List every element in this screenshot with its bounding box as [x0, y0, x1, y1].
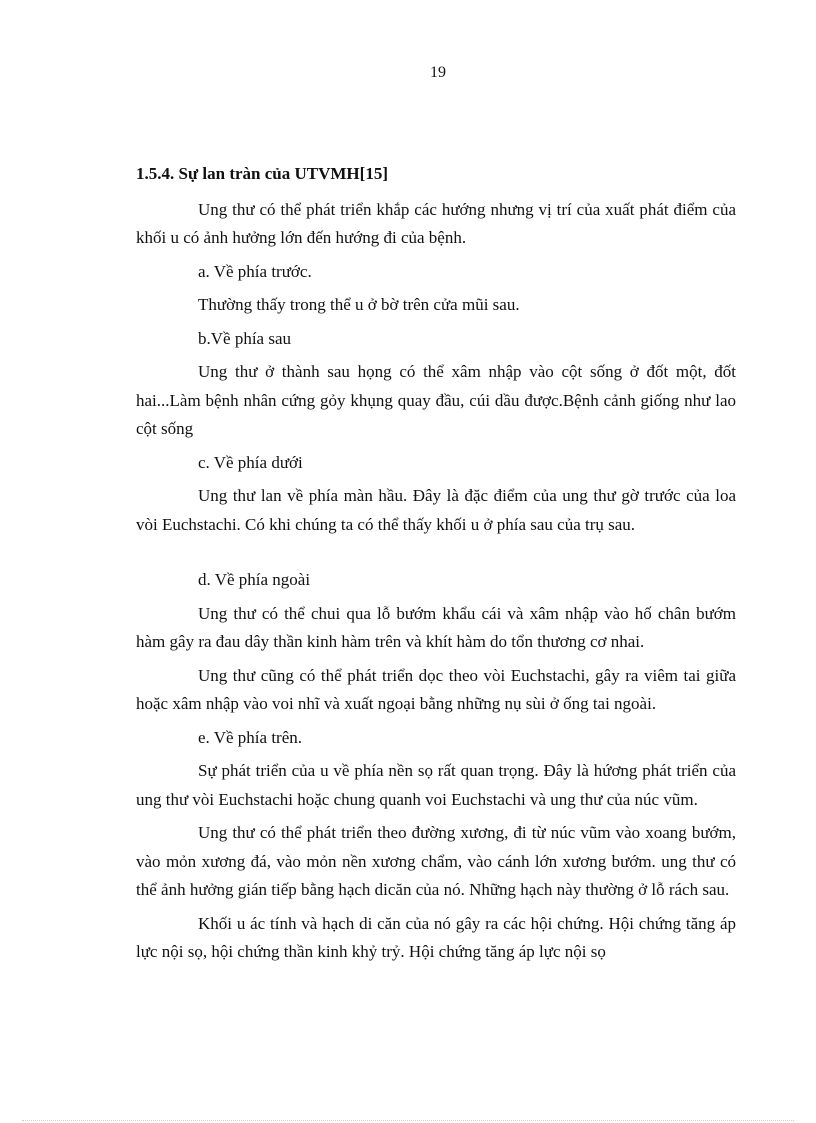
page-bottom-border: [22, 1120, 794, 1121]
intro-paragraph: Ung thư có thể phát triển khắp các hướng nhưng vị trí của xuất phát điểm của khối u có ảnh hưởng lớn đến hướng đi của bệnh.: [136, 199, 736, 247]
document-body: [136, 160, 736, 972]
subheading-outside: d. Về phía ngoài: [198, 570, 311, 589]
paragraph-back: Ung thư ở thành sau họng có thể xâm nhập vào cột sống ở đốt một, đốt hai...Làm bệnh nhân cứng gỏy khụng quay đầu, cúi dầu được.Bệnh cảnh giống như lao cột sống: [136, 362, 736, 438]
paragraph-front: Thường thấy trong thể u ở bờ trên cửa mũi sau.: [198, 295, 520, 314]
paragraph-above-1: Sự phát triển của u về phía nền sọ rất quan trọng. Đây là hứơng phát triển của ung thư vòi Euchstachi hoặc chung quanh voi Euchstachi và ung thư của núc vũm.: [136, 761, 736, 809]
paragraph-above-2: Ung thư có thể phát triển theo đường xương, đi từ núc vũm vào xoang bướm, vào mỏn xương đá, vào mỏn nền xương chẩm, vào cánh lớn xương bướm. ung thư có thể ảnh hưởng gián tiếp bằng hạch dicăn của nó. Những hạch này thường ở lỗ rách sau.: [136, 823, 736, 899]
page-number: 19: [430, 64, 446, 81]
subheading-back: b.Về phía sau: [198, 328, 292, 348]
paragraph-outside-2: Ung thư cũng có thể phát triển dọc theo vòi Euchstachi, gây ra viêm tai giữa hoặc xâm nhập vào voi nhĩ và xuất ngoại bằng những nụ sùi ở ống tai ngoài.: [136, 665, 736, 713]
paragraph-above-3: Khối u ác tính và hạch di căn của nó gây ra các hội chứng. Hội chứng tăng áp lực nội sọ, hội chứng thần kinh khỷ trỷ. Hội chứng tăng áp lực nội sọ: [136, 913, 736, 961]
subheading-above: e. Về phía trên.: [198, 727, 303, 747]
paragraph-outside-1: Ung thư có thể chui qua lỗ bướm khẩu cái và xâm nhập vào hố chân bướm hàm gây ra đau dây thần kinh hàm trên và khít hàm do tổn thương cơ nhai.: [136, 603, 736, 651]
paragraph-below: Ung thư lan về phía màn hầu. Đây là đặc điểm của ung thư gờ trước của loa vòi Euchstachi. Có khi chúng ta có thể thấy khối u ở phía sau của trụ sau.: [136, 486, 736, 534]
blank-line: [136, 544, 736, 566]
subheading-front: a. Về phía trước.: [198, 261, 312, 281]
section-heading: 1.5.4. Sự lan tràn của UTVMH[15]: [136, 164, 388, 183]
subheading-below: c. Về phía dưới: [198, 452, 303, 472]
